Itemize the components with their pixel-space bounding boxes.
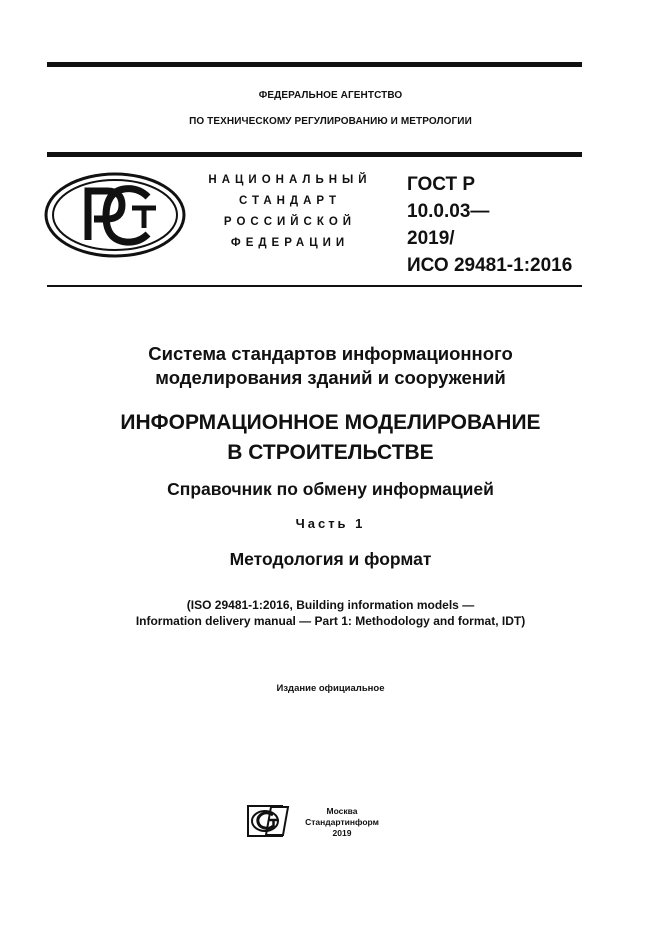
iso-reference-line: Information delivery manual — Part 1: Methodology and format, IDT)	[135, 614, 526, 628]
standard-designation	[407, 171, 572, 279]
publisher-block	[297, 806, 387, 839]
designation-line: ГОСТ Р	[407, 174, 476, 195]
agency-line-1: ФЕДЕРАЛЬНОЕ АГЕНТСТВО	[258, 90, 403, 101]
national-standard-label	[205, 170, 375, 254]
designation-line: ИСО 29481-1:2016	[407, 255, 573, 276]
document-title-line: В СТРОИТЕЛЬСТВЕ	[227, 441, 434, 464]
document-title-line: ИНФОРМАЦИОННОЕ МОДЕЛИРОВАНИЕ	[120, 411, 541, 434]
system-title-line: моделирования зданий и сооружений	[155, 367, 506, 388]
publisher-year: 2019	[332, 828, 352, 838]
document-subtitle: Справочник по обмену информацией	[167, 479, 494, 499]
system-title-line: Система стандартов информационного	[148, 343, 513, 364]
publisher-city: Москва	[326, 806, 358, 816]
middle-rule	[47, 152, 582, 157]
edition-note: Издание официальное	[276, 683, 385, 694]
part-label: Часть 1	[295, 516, 366, 531]
national-standard-line: СТАНДАРТ	[239, 195, 341, 207]
national-standard-line: ФЕДЕРАЦИИ	[230, 237, 350, 249]
system-title	[0, 342, 661, 390]
standartinform-logo-icon	[247, 805, 291, 837]
agency-line-2: ПО ТЕХНИЧЕСКОМУ РЕГУЛИРОВАНИЮ И МЕТРОЛОГИИ	[189, 116, 472, 127]
iso-reference	[0, 597, 661, 629]
designation-line: 10.0.03—	[407, 201, 490, 222]
top-rule	[47, 62, 582, 67]
publisher-name: Стандартинформ	[305, 817, 379, 827]
lower-rule	[47, 285, 582, 287]
designation-line: 2019/	[407, 228, 455, 249]
iso-reference-line: (ISO 29481-1:2016, Building information models —	[186, 598, 475, 612]
national-standard-line: РОССИЙСКОЙ	[223, 216, 357, 228]
document-title	[0, 408, 661, 468]
rst-emblem-icon	[44, 172, 186, 258]
national-standard-line: НАЦИОНАЛЬНЫЙ	[208, 174, 372, 186]
part-title: Методология и формат	[229, 549, 432, 569]
